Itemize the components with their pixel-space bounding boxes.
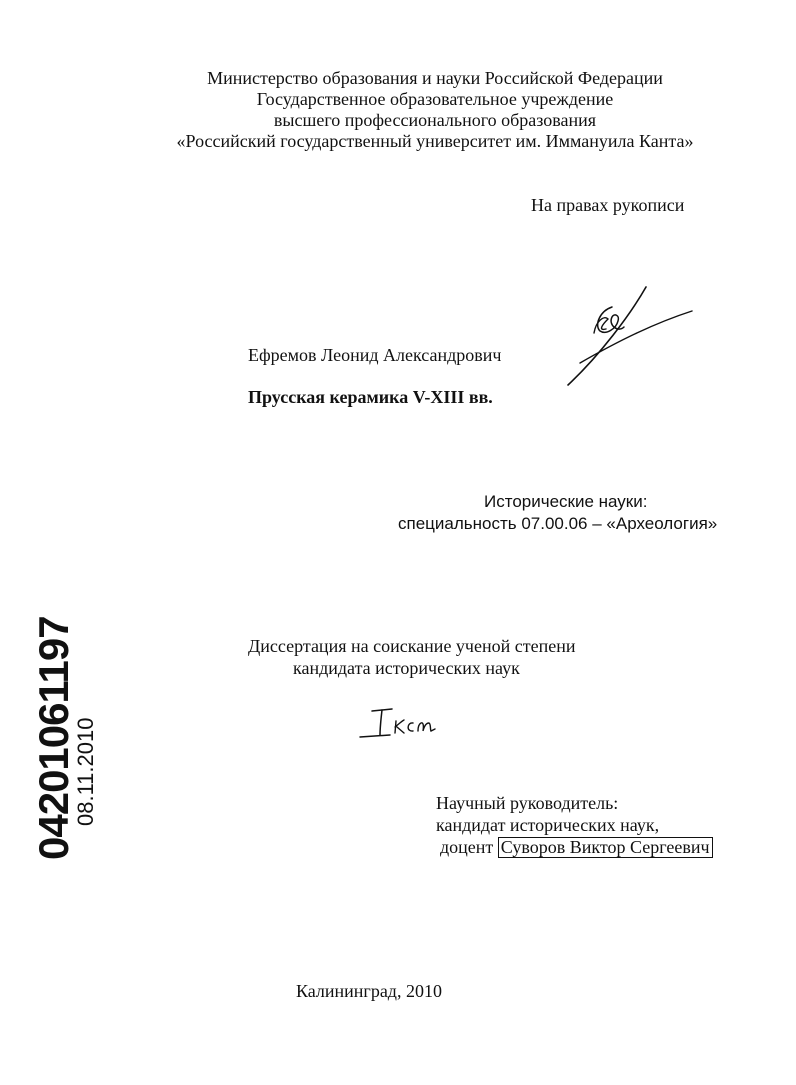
supervisor-label: Научный руководитель: bbox=[436, 793, 619, 813]
university-name-line: «Российский государственный университет им. Иммануила Канта» bbox=[176, 131, 694, 151]
manuscript-rights-note: На правах рукописи bbox=[531, 195, 685, 215]
supervisor-degree: кандидат исторических наук, bbox=[436, 815, 660, 835]
ministry-line: Министерство образования и науки Российской Федерации bbox=[207, 68, 663, 88]
degree-name: кандидата исторических наук bbox=[293, 658, 520, 678]
institution-type-line: Государственное образовательное учреждение bbox=[256, 89, 614, 109]
degree-statement: Диссертация на соискание ученой степени bbox=[248, 636, 576, 656]
supervisor-line bbox=[440, 837, 713, 858]
education-level-line: высшего профессионального образования bbox=[273, 110, 597, 130]
library-stamp-date: 08.11.2010 bbox=[73, 717, 98, 826]
author-name: Ефремов Леонид Александрович bbox=[248, 345, 502, 365]
author-signature bbox=[560, 285, 695, 390]
city-year: Калининград, 2010 bbox=[296, 981, 442, 1001]
specialty-code: специальность 07.00.06 – «Археология» bbox=[398, 514, 718, 533]
institution-header bbox=[140, 68, 730, 152]
dissertation-title: Прусская керамика V-XIII вв. bbox=[248, 387, 493, 407]
supervisor-name: Суворов Виктор Сергеевич bbox=[498, 837, 713, 858]
handwritten-mark bbox=[358, 705, 438, 741]
science-field: Исторические науки: bbox=[484, 492, 648, 511]
library-stamp-number: 04201061197 bbox=[30, 616, 77, 860]
supervisor-rank: доцент bbox=[440, 837, 494, 857]
